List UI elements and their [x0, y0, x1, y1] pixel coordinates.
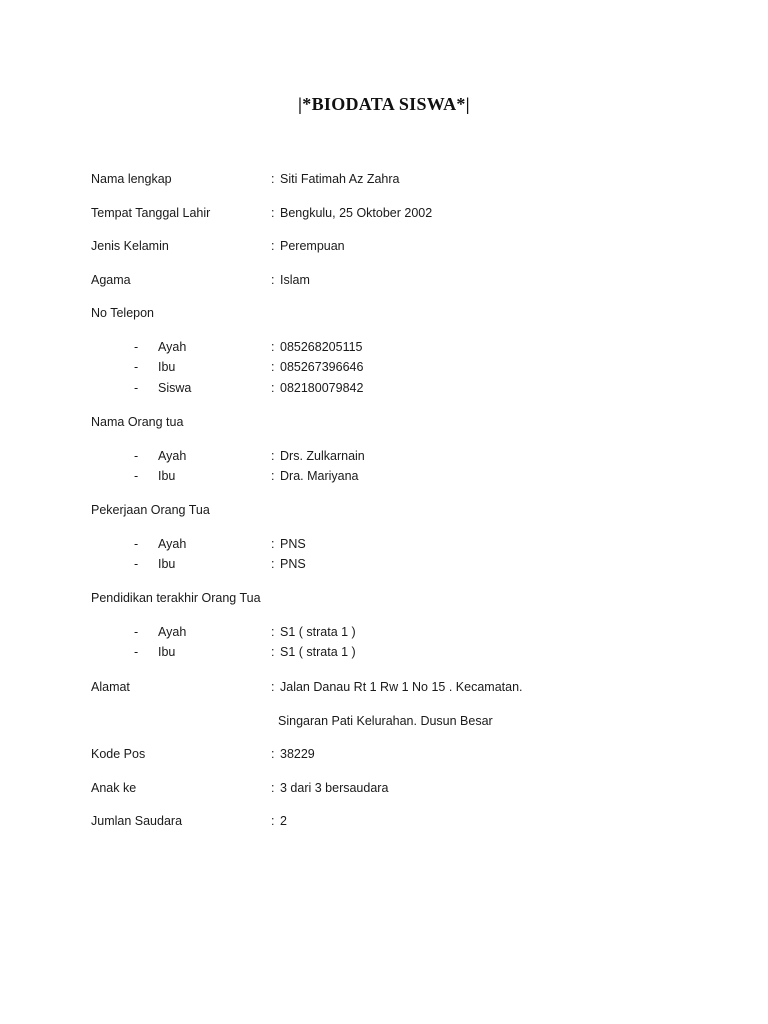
colon: :	[271, 469, 275, 483]
field-label: Jenis Kelamin	[91, 239, 169, 253]
colon: :	[271, 172, 275, 186]
colon: :	[271, 537, 275, 551]
field-value: Jalan Danau Rt 1 Rw 1 No 15 . Kecamatan.	[280, 680, 523, 694]
field-agama	[0, 270, 768, 290]
field-nama-lengkap	[0, 169, 768, 189]
sub-field-label: Ayah	[158, 537, 187, 551]
sub-field-telepon-ayah	[0, 337, 768, 357]
sub-field-pendidikan-ibu	[0, 642, 768, 662]
field-value: 3 dari 3 bersaudara	[280, 781, 389, 795]
colon: :	[271, 273, 275, 287]
sub-field-value: S1 ( strata 1 )	[280, 625, 356, 639]
sub-field-nama-ibu	[0, 466, 768, 486]
section-label: No Telepon	[91, 306, 155, 320]
colon: :	[271, 340, 275, 354]
field-value: 38229	[280, 747, 315, 761]
bullet-dash: -	[134, 537, 139, 551]
colon: :	[271, 645, 275, 659]
colon: :	[271, 381, 275, 395]
sub-field-label: Ayah	[158, 449, 187, 463]
bullet-dash: -	[134, 381, 139, 395]
section-label: Nama Orang tua	[91, 415, 184, 429]
section-label: Pekerjaan Orang Tua	[91, 503, 210, 517]
colon: :	[271, 781, 275, 795]
colon: :	[271, 449, 275, 463]
colon: :	[271, 680, 275, 694]
section-no-telepon	[0, 303, 768, 323]
sub-field-value: PNS	[280, 537, 306, 551]
bullet-dash: -	[134, 469, 139, 483]
field-label: Agama	[91, 273, 131, 287]
field-value: Perempuan	[280, 239, 345, 253]
section-pekerjaan-orang-tua	[0, 500, 768, 520]
colon: :	[271, 557, 275, 571]
field-label: Nama lengkap	[91, 172, 172, 186]
sub-field-label: Ibu	[158, 360, 176, 374]
sub-field-nama-ayah	[0, 446, 768, 466]
sub-field-label: Ibu	[158, 557, 176, 571]
field-value: Siti Fatimah Az Zahra	[280, 172, 400, 186]
sub-field-label: Ayah	[158, 625, 187, 639]
sub-field-telepon-siswa	[0, 378, 768, 398]
sub-field-value: 085268205115	[280, 340, 363, 354]
bullet-dash: -	[134, 625, 139, 639]
field-label: Jumlan Saudara	[91, 814, 183, 828]
colon: :	[271, 625, 275, 639]
field-alamat-continuation	[0, 711, 768, 731]
sub-field-pekerjaan-ayah	[0, 534, 768, 554]
colon: :	[271, 814, 275, 828]
section-nama-orang-tua	[0, 412, 768, 432]
field-jumlah-saudara	[0, 811, 768, 831]
sub-field-telepon-ibu	[0, 357, 768, 377]
field-value: Singaran Pati Kelurahan. Dusun Besar	[278, 714, 493, 728]
sub-field-pendidikan-ayah	[0, 622, 768, 642]
sub-field-value: 082180079842	[280, 381, 364, 395]
field-anak-ke	[0, 778, 768, 798]
bullet-dash: -	[134, 645, 139, 659]
field-kode-pos	[0, 744, 768, 764]
sub-field-label: Ibu	[158, 469, 176, 483]
field-label: Alamat	[91, 680, 130, 694]
bullet-dash: -	[134, 557, 139, 571]
sub-field-label: Ayah	[158, 340, 187, 354]
colon: :	[271, 360, 275, 374]
field-value: Bengkulu, 25 Oktober 2002	[280, 206, 433, 220]
sub-field-value: S1 ( strata 1 )	[280, 645, 356, 659]
bullet-dash: -	[134, 340, 139, 354]
field-value: 2	[280, 814, 287, 828]
sub-field-label: Ibu	[158, 645, 176, 659]
sub-field-value: Dra. Mariyana	[280, 469, 359, 483]
sub-field-value: Drs. Zulkarnain	[280, 449, 365, 463]
field-tempat-tanggal-lahir	[0, 203, 768, 223]
sub-field-label: Siswa	[158, 381, 192, 395]
colon: :	[271, 239, 275, 253]
bullet-dash: -	[134, 449, 139, 463]
sub-field-value: 085267396646	[280, 360, 364, 374]
section-pendidikan-orang-tua	[0, 588, 768, 608]
bullet-dash: -	[134, 360, 139, 374]
sub-field-value: PNS	[280, 557, 306, 571]
field-value: Islam	[280, 273, 310, 287]
field-jenis-kelamin	[0, 236, 768, 256]
field-label: Anak ke	[91, 781, 137, 795]
colon: :	[271, 206, 275, 220]
sub-field-pekerjaan-ibu	[0, 554, 768, 574]
field-alamat	[0, 677, 768, 697]
colon: :	[271, 747, 275, 761]
field-label: Kode Pos	[91, 747, 146, 761]
page-title: |*BIODATA SISWA*|	[298, 94, 470, 114]
field-label: Tempat Tanggal Lahir	[91, 206, 211, 220]
section-label: Pendidikan terakhir Orang Tua	[91, 591, 261, 605]
